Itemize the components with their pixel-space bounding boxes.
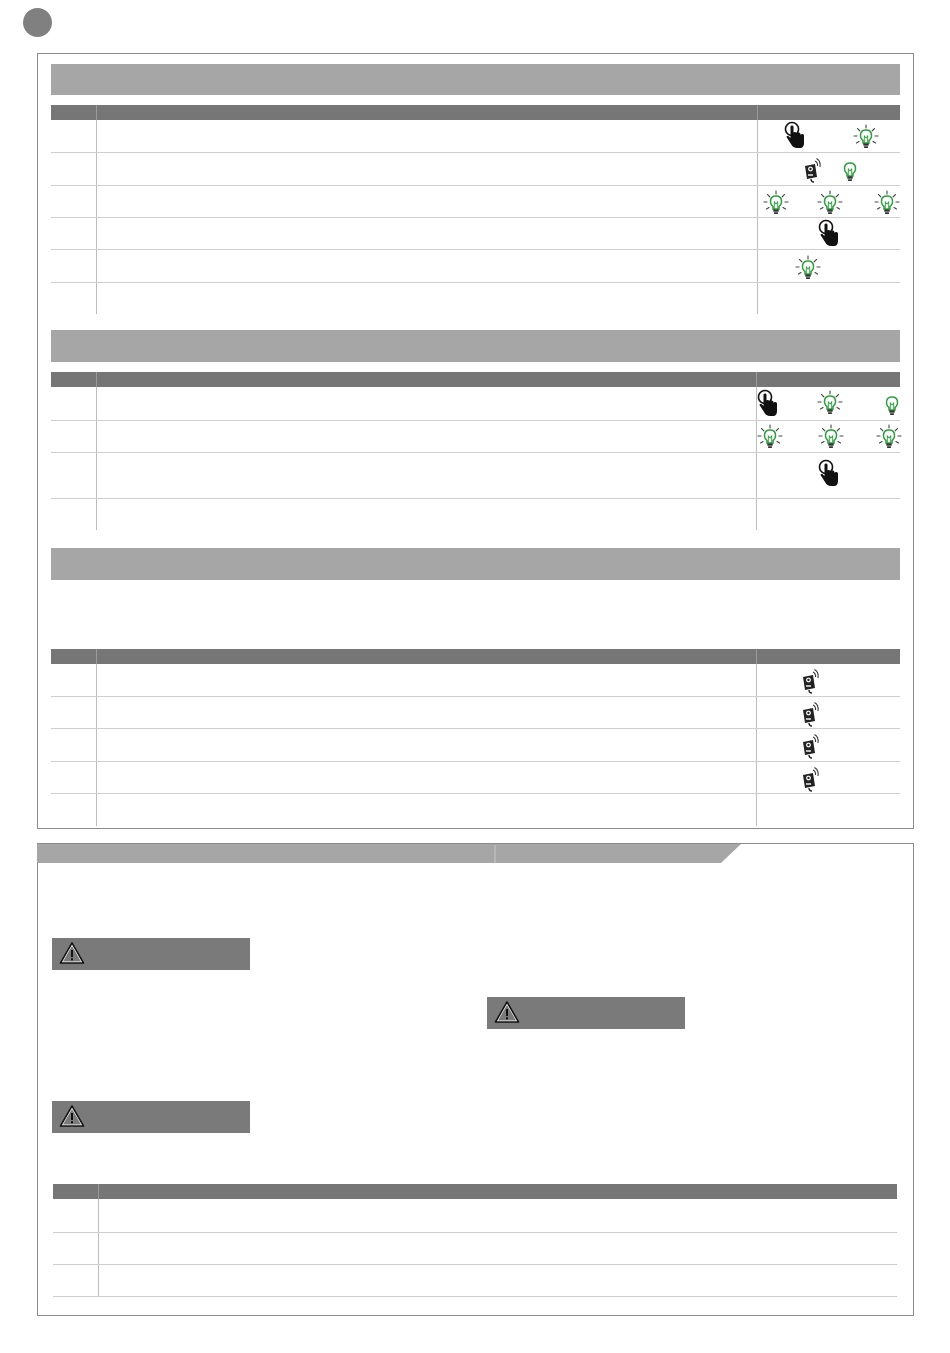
warning-triangle-icon [59, 941, 85, 965]
section-1-title-bar [51, 64, 900, 95]
table-row [51, 120, 900, 153]
section-2-table-header [51, 372, 900, 387]
lamp-on-icon [818, 424, 844, 450]
table-row [51, 499, 900, 530]
table-row [51, 762, 900, 794]
hand-press-icon [818, 219, 840, 249]
table-row [51, 794, 900, 826]
lamp-on-icon [876, 424, 902, 450]
section-3-title-bar [51, 548, 900, 580]
table-row [51, 697, 900, 729]
lamp-on-icon [817, 190, 843, 216]
table-row [53, 1265, 897, 1297]
table-row [51, 218, 900, 250]
section-1-table-header [51, 105, 900, 120]
table-row [51, 664, 900, 697]
remote-transmitter-icon [800, 733, 820, 759]
hand-press-icon [757, 389, 779, 419]
page-marker-circle [23, 8, 52, 37]
remote-transmitter-icon [800, 668, 820, 694]
warning-triangle-icon [59, 1104, 85, 1128]
warning-bar-3 [52, 1101, 250, 1133]
warning-triangle-icon [494, 1000, 520, 1024]
lamp-on-icon [795, 255, 821, 281]
section-3-table-header [51, 649, 900, 664]
remote-transmitter-icon [802, 157, 822, 183]
table-row [51, 729, 900, 762]
table-row [51, 250, 900, 283]
table-row [51, 283, 900, 314]
table-row [51, 453, 900, 499]
lamp-on-icon [763, 190, 789, 216]
section-2-title-bar [51, 330, 900, 362]
lamp-off-icon [879, 391, 905, 417]
hand-press-icon [818, 459, 840, 489]
lower-table-header [53, 1184, 897, 1199]
lamp-on-icon [757, 424, 783, 450]
lamp-on-icon [817, 390, 843, 416]
warning-bar-1 [52, 938, 250, 970]
lamp-on-icon [853, 124, 879, 150]
remote-transmitter-icon [800, 766, 820, 792]
lamp-off-icon [837, 157, 863, 183]
remote-transmitter-icon [800, 701, 820, 727]
table-row [53, 1233, 897, 1265]
hand-press-icon [784, 121, 806, 151]
table-row [53, 1199, 897, 1233]
warning-bar-2 [487, 997, 685, 1029]
lamp-on-icon [874, 190, 900, 216]
table-row [51, 153, 900, 186]
info-tab-bar [37, 843, 742, 863]
